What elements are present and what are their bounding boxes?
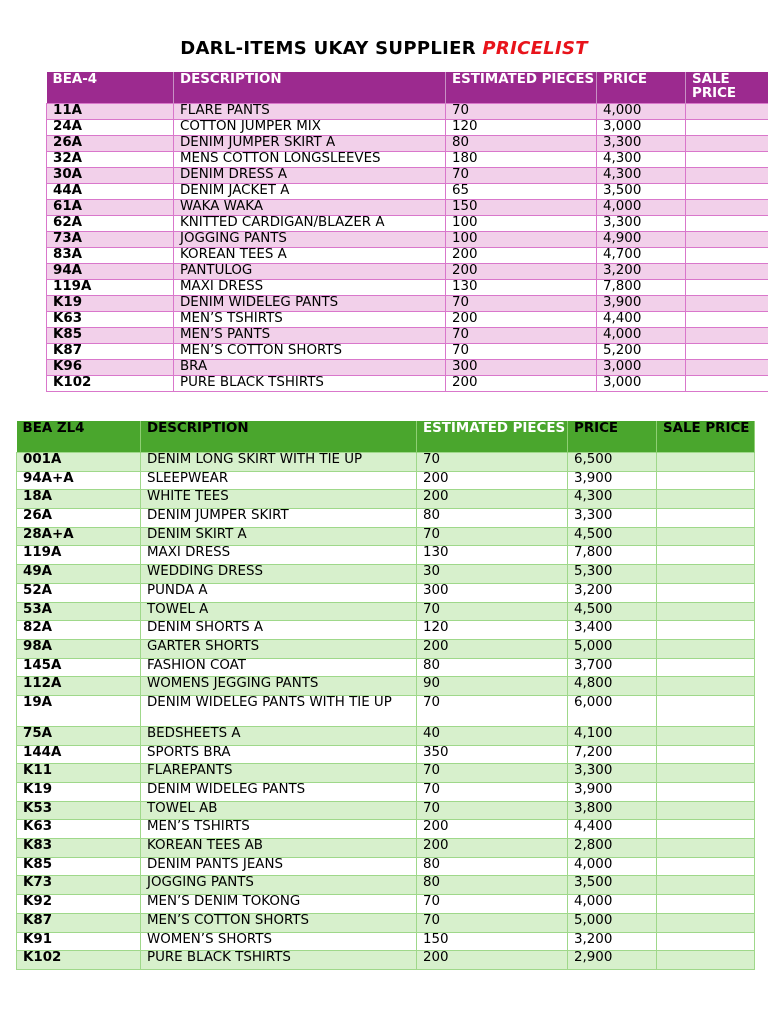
price: 3,900 [568, 471, 657, 490]
item-description: MEN’S PANTS [174, 328, 446, 344]
estimated-pieces: 65 [446, 184, 597, 200]
estimated-pieces: 70 [446, 168, 597, 184]
item-code: 18A [17, 490, 141, 509]
col-header-price: PRICE [568, 421, 657, 453]
sale-price [686, 104, 768, 120]
table-row [47, 216, 768, 232]
price: 4,000 [597, 200, 686, 216]
sale-price [686, 376, 768, 392]
sale-price [657, 913, 755, 932]
table-row [17, 951, 755, 970]
price: 3,000 [597, 376, 686, 392]
price: 4,300 [597, 152, 686, 168]
price: 3,300 [568, 764, 657, 783]
item-code: K92 [17, 895, 141, 914]
item-code: 144A [17, 745, 141, 764]
item-code: K63 [47, 312, 174, 328]
item-description: PANTULOG [174, 264, 446, 280]
item-description: FLAREPANTS [141, 764, 417, 783]
price: 3,000 [597, 360, 686, 376]
sale-price [686, 184, 768, 200]
item-code: K96 [47, 360, 174, 376]
price: 3,000 [597, 120, 686, 136]
item-code: 61A [47, 200, 174, 216]
item-code: 28A+A [17, 527, 141, 546]
estimated-pieces: 70 [446, 104, 597, 120]
price: 4,100 [568, 726, 657, 745]
item-code: K87 [47, 344, 174, 360]
item-code: 94A+A [17, 471, 141, 490]
item-description: WOMENS JEGGING PANTS [141, 677, 417, 696]
price: 3,300 [597, 216, 686, 232]
item-description: KOREAN TEES AB [141, 839, 417, 858]
estimated-pieces: 70 [417, 801, 568, 820]
item-description: PURE BLACK TSHIRTS [141, 951, 417, 970]
table-row [17, 602, 755, 621]
item-description: WOMEN’S SHORTS [141, 932, 417, 951]
item-code: 30A [47, 168, 174, 184]
sale-price [657, 639, 755, 658]
page-title [0, 38, 768, 59]
price: 4,400 [597, 312, 686, 328]
price: 3,800 [568, 801, 657, 820]
price: 3,500 [597, 184, 686, 200]
sale-price [657, 801, 755, 820]
estimated-pieces: 150 [417, 932, 568, 951]
table-row [17, 857, 755, 876]
table-row [17, 453, 755, 472]
sale-price [686, 152, 768, 168]
sale-price [686, 360, 768, 376]
item-code: 112A [17, 677, 141, 696]
table-row [17, 658, 755, 677]
table-row [47, 328, 768, 344]
item-code: K73 [17, 876, 141, 895]
table-row [17, 745, 755, 764]
price: 3,200 [597, 264, 686, 280]
item-description: PURE BLACK TSHIRTS [174, 376, 446, 392]
table-row [47, 280, 768, 296]
sale-price [657, 764, 755, 783]
item-code: K102 [47, 376, 174, 392]
item-description: MEN’S TSHIRTS [141, 820, 417, 839]
sale-price [686, 264, 768, 280]
table-row [47, 344, 768, 360]
estimated-pieces: 70 [446, 328, 597, 344]
sale-price [657, 471, 755, 490]
item-code: K63 [17, 820, 141, 839]
estimated-pieces: 200 [446, 264, 597, 280]
sale-price [686, 216, 768, 232]
estimated-pieces: 70 [446, 344, 597, 360]
item-description: DENIM SHORTS A [141, 621, 417, 640]
item-description: DENIM JACKET A [174, 184, 446, 200]
price: 4,000 [568, 857, 657, 876]
price: 4,500 [568, 602, 657, 621]
item-description: KOREAN TEES A [174, 248, 446, 264]
sale-price [657, 895, 755, 914]
estimated-pieces: 80 [446, 136, 597, 152]
table-row [47, 152, 768, 168]
table-row [17, 876, 755, 895]
price: 4,000 [568, 895, 657, 914]
item-code: 73A [47, 232, 174, 248]
sale-price [657, 527, 755, 546]
price: 3,400 [568, 621, 657, 640]
sale-price [657, 726, 755, 745]
item-description: DENIM WIDELEG PANTS WITH TIE UP [141, 695, 417, 726]
estimated-pieces: 130 [446, 280, 597, 296]
estimated-pieces: 70 [417, 602, 568, 621]
item-code: 94A [47, 264, 174, 280]
table-row [47, 184, 768, 200]
item-code: 75A [17, 726, 141, 745]
price: 6,500 [568, 453, 657, 472]
estimated-pieces: 180 [446, 152, 597, 168]
estimated-pieces: 70 [417, 783, 568, 802]
item-code: 119A [17, 546, 141, 565]
table-row [47, 360, 768, 376]
item-description: MEN’S COTTON SHORTS [141, 913, 417, 932]
sale-price [686, 344, 768, 360]
estimated-pieces: 80 [417, 658, 568, 677]
table-row [17, 913, 755, 932]
item-description: MEN’S COTTON SHORTS [174, 344, 446, 360]
bea4-price-table [46, 72, 768, 392]
estimated-pieces: 80 [417, 857, 568, 876]
price: 4,000 [597, 104, 686, 120]
price: 3,700 [568, 658, 657, 677]
price: 2,800 [568, 839, 657, 858]
bea-zl4-price-table [16, 421, 755, 970]
item-description: MEN’S DENIM TOKONG [141, 895, 417, 914]
item-description: DENIM WIDELEG PANTS [141, 783, 417, 802]
item-code: K85 [47, 328, 174, 344]
price: 2,900 [568, 951, 657, 970]
estimated-pieces: 90 [417, 677, 568, 696]
item-description: WAKA WAKA [174, 200, 446, 216]
sale-price [686, 136, 768, 152]
item-code: 49A [17, 565, 141, 584]
estimated-pieces: 100 [446, 216, 597, 232]
sale-price [657, 621, 755, 640]
sale-price [657, 490, 755, 509]
table-row [17, 695, 755, 726]
item-code: 119A [47, 280, 174, 296]
price: 3,900 [568, 783, 657, 802]
item-code: 26A [17, 509, 141, 528]
table-row [17, 639, 755, 658]
estimated-pieces: 300 [417, 583, 568, 602]
price: 3,300 [568, 509, 657, 528]
estimated-pieces: 40 [417, 726, 568, 745]
estimated-pieces: 80 [417, 509, 568, 528]
item-description: DENIM SKIRT A [141, 527, 417, 546]
estimated-pieces: 70 [417, 527, 568, 546]
sale-price [686, 232, 768, 248]
item-code: 62A [47, 216, 174, 232]
price: 3,900 [597, 296, 686, 312]
item-description: DENIM JUMPER SKIRT [141, 509, 417, 528]
col-header-price: PRICE [597, 72, 686, 104]
item-description: GARTER SHORTS [141, 639, 417, 658]
table-row [17, 490, 755, 509]
estimated-pieces: 70 [417, 895, 568, 914]
sale-price [657, 951, 755, 970]
table-row [47, 104, 768, 120]
price: 3,500 [568, 876, 657, 895]
table-row [47, 136, 768, 152]
item-description: MAXI DRESS [174, 280, 446, 296]
item-code: 001A [17, 453, 141, 472]
sale-price [657, 857, 755, 876]
item-description: MEN’S TSHIRTS [174, 312, 446, 328]
item-description: SLEEPWEAR [141, 471, 417, 490]
estimated-pieces: 200 [417, 820, 568, 839]
item-description: JOGGING PANTS [141, 876, 417, 895]
sale-price [657, 583, 755, 602]
sale-price [657, 839, 755, 858]
item-description: FASHION COAT [141, 658, 417, 677]
col-header-description: DESCRIPTION [174, 72, 446, 104]
price: 7,800 [568, 546, 657, 565]
estimated-pieces: 80 [417, 876, 568, 895]
sale-price [686, 296, 768, 312]
item-description: COTTON JUMPER MIX [174, 120, 446, 136]
sale-price [686, 248, 768, 264]
item-code: K53 [17, 801, 141, 820]
price: 4,300 [568, 490, 657, 509]
table-row [47, 376, 768, 392]
item-description: JOGGING PANTS [174, 232, 446, 248]
sale-price [657, 783, 755, 802]
table-row [17, 471, 755, 490]
item-code: 145A [17, 658, 141, 677]
estimated-pieces: 200 [417, 471, 568, 490]
table-row [17, 546, 755, 565]
price: 3,200 [568, 583, 657, 602]
estimated-pieces: 200 [417, 639, 568, 658]
estimated-pieces: 200 [446, 376, 597, 392]
item-description: FLARE PANTS [174, 104, 446, 120]
table-row [17, 783, 755, 802]
table-row [17, 509, 755, 528]
estimated-pieces: 100 [446, 232, 597, 248]
sale-price [657, 602, 755, 621]
sale-price [657, 745, 755, 764]
table-header-row [17, 421, 755, 453]
item-code: 98A [17, 639, 141, 658]
item-description: DENIM JUMPER SKIRT A [174, 136, 446, 152]
sale-price [686, 200, 768, 216]
sale-price [657, 677, 755, 696]
item-code: 11A [47, 104, 174, 120]
item-code: K19 [47, 296, 174, 312]
item-code: K83 [17, 839, 141, 858]
price: 4,300 [597, 168, 686, 184]
estimated-pieces: 70 [417, 913, 568, 932]
item-description: BRA [174, 360, 446, 376]
table-row [47, 296, 768, 312]
table-row [47, 168, 768, 184]
estimated-pieces: 200 [417, 951, 568, 970]
item-code: K91 [17, 932, 141, 951]
estimated-pieces: 30 [417, 565, 568, 584]
sale-price [686, 168, 768, 184]
item-description: DENIM LONG SKIRT WITH TIE UP [141, 453, 417, 472]
table-row [17, 583, 755, 602]
table-row [17, 895, 755, 914]
item-code: 32A [47, 152, 174, 168]
item-description: SPORTS BRA [141, 745, 417, 764]
table-row [47, 264, 768, 280]
item-description: TOWEL A [141, 602, 417, 621]
estimated-pieces: 200 [446, 312, 597, 328]
col-header-estimated-pieces: ESTIMATED PIECES [446, 72, 597, 104]
item-description: KNITTED CARDIGAN/BLAZER A [174, 216, 446, 232]
item-code: 19A [17, 695, 141, 726]
sale-price [657, 453, 755, 472]
sale-price [657, 658, 755, 677]
table-row [17, 820, 755, 839]
price: 4,400 [568, 820, 657, 839]
table-row [47, 200, 768, 216]
sale-price [686, 328, 768, 344]
col-header-sale-price: SALE PRICE [686, 72, 768, 104]
estimated-pieces: 200 [417, 839, 568, 858]
table-row [17, 801, 755, 820]
price: 5,000 [568, 639, 657, 658]
price: 4,800 [568, 677, 657, 696]
sale-price [657, 695, 755, 726]
sale-price [657, 876, 755, 895]
estimated-pieces: 70 [417, 764, 568, 783]
table-row [17, 677, 755, 696]
price: 5,000 [568, 913, 657, 932]
item-description: WHITE TEES [141, 490, 417, 509]
price: 4,700 [597, 248, 686, 264]
sale-price [657, 546, 755, 565]
sale-price [686, 312, 768, 328]
table-row [17, 565, 755, 584]
estimated-pieces: 200 [446, 248, 597, 264]
sale-price [657, 820, 755, 839]
item-code: 24A [47, 120, 174, 136]
item-code: 44A [47, 184, 174, 200]
item-code: 52A [17, 583, 141, 602]
price: 6,000 [568, 695, 657, 726]
item-code: K11 [17, 764, 141, 783]
price: 5,300 [568, 565, 657, 584]
price: 3,300 [597, 136, 686, 152]
item-code: 82A [17, 621, 141, 640]
item-description: MAXI DRESS [141, 546, 417, 565]
table-header-row [47, 72, 768, 104]
table-row [17, 932, 755, 951]
sale-price [657, 932, 755, 951]
table-row [17, 839, 755, 858]
sale-price [657, 509, 755, 528]
estimated-pieces: 130 [417, 546, 568, 565]
item-code: K102 [17, 951, 141, 970]
item-description: DENIM WIDELEG PANTS [174, 296, 446, 312]
estimated-pieces: 150 [446, 200, 597, 216]
sale-price [686, 280, 768, 296]
title-main: DARL-ITEMS UKAY SUPPLIER [180, 38, 483, 59]
table-row [17, 621, 755, 640]
estimated-pieces: 120 [417, 621, 568, 640]
item-description: DENIM PANTS JEANS [141, 857, 417, 876]
table-row [47, 312, 768, 328]
item-description: WEDDING DRESS [141, 565, 417, 584]
item-description: DENIM DRESS A [174, 168, 446, 184]
estimated-pieces: 70 [417, 453, 568, 472]
col-header-code: BEA ZL4 [17, 421, 141, 453]
estimated-pieces: 70 [417, 695, 568, 726]
item-description: MENS COTTON LONGSLEEVES [174, 152, 446, 168]
table-row [47, 232, 768, 248]
price: 5,200 [597, 344, 686, 360]
item-description: PUNDA A [141, 583, 417, 602]
price: 4,000 [597, 328, 686, 344]
price: 3,200 [568, 932, 657, 951]
price: 4,500 [568, 527, 657, 546]
item-description: TOWEL AB [141, 801, 417, 820]
item-code: K85 [17, 857, 141, 876]
col-header-code: BEA-4 [47, 72, 174, 104]
col-header-sale-price: SALE PRICE [657, 421, 755, 453]
price: 7,200 [568, 745, 657, 764]
table-row [17, 726, 755, 745]
price: 7,800 [597, 280, 686, 296]
col-header-estimated-pieces: ESTIMATED PIECES [417, 421, 568, 453]
title-accent: PRICELIST [482, 38, 588, 59]
price: 4,900 [597, 232, 686, 248]
estimated-pieces: 300 [446, 360, 597, 376]
table-row [47, 248, 768, 264]
estimated-pieces: 70 [446, 296, 597, 312]
table-row [47, 120, 768, 136]
table-row [17, 527, 755, 546]
table-row [17, 764, 755, 783]
item-code: K19 [17, 783, 141, 802]
sale-price [686, 120, 768, 136]
item-description: BEDSHEETS A [141, 726, 417, 745]
item-code: K87 [17, 913, 141, 932]
item-code: 53A [17, 602, 141, 621]
item-code: 26A [47, 136, 174, 152]
item-code: 83A [47, 248, 174, 264]
sale-price [657, 565, 755, 584]
estimated-pieces: 350 [417, 745, 568, 764]
estimated-pieces: 200 [417, 490, 568, 509]
col-header-description: DESCRIPTION [141, 421, 417, 453]
estimated-pieces: 120 [446, 120, 597, 136]
